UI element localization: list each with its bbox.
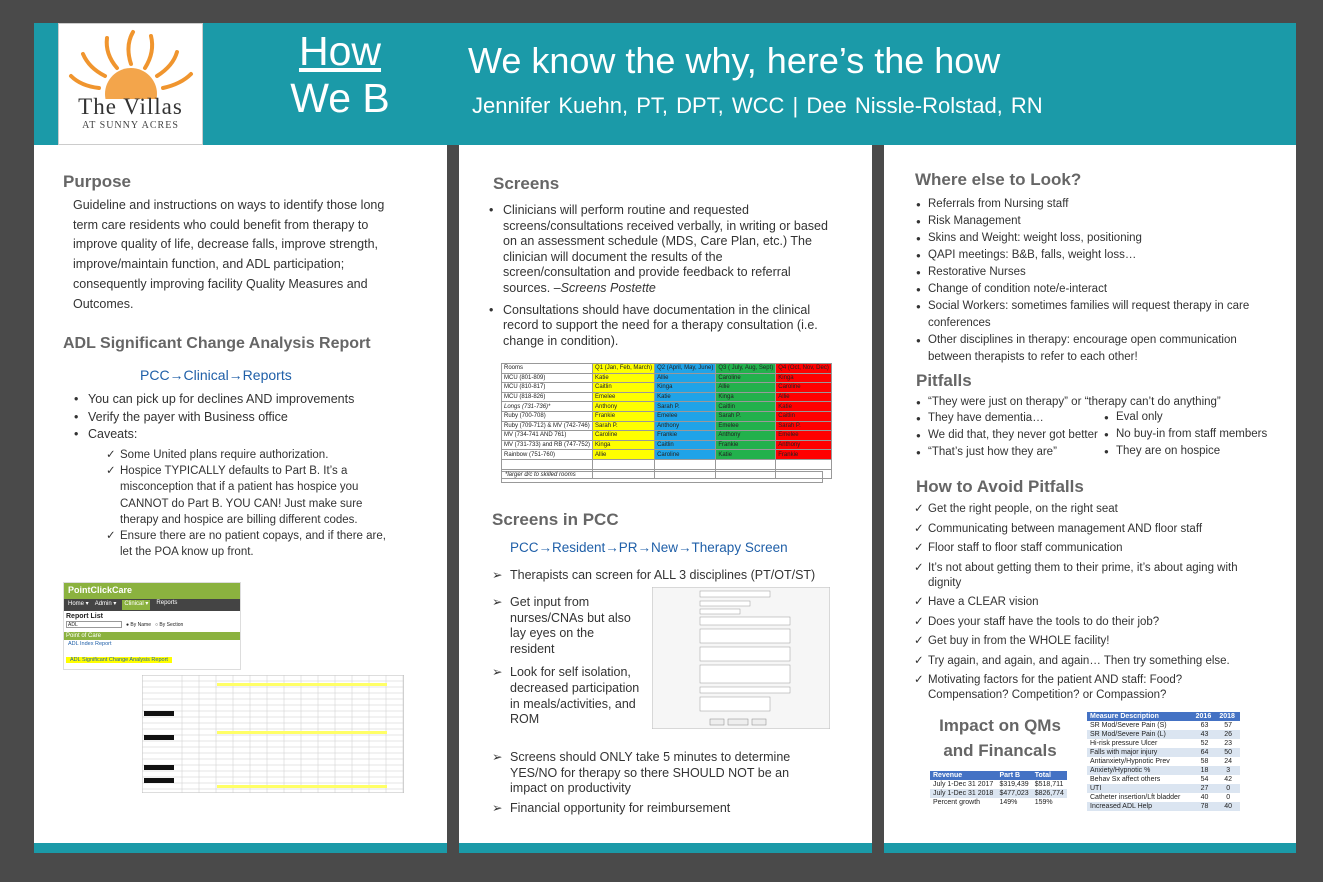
table-cell: Kinga [655, 383, 716, 393]
table-cell: MCU (818-826) [502, 392, 593, 402]
table-cell: Sarah P. [655, 402, 716, 412]
table-cell: MV (731-733) and RB (747-752) [502, 440, 593, 450]
list-item: ✓ Hospice TYPICALLY defaults to Part B. It’s a misconception that if a patient has hospice you CANNOT do Part B. YOU CAN! Just make sure therapy and hospice are billing different codes. [106, 463, 396, 528]
pcc-screenshot [63, 582, 241, 670]
therapy-screen-thumbnail [652, 587, 830, 729]
table-row [502, 402, 832, 412]
list-item: • Caveats: [72, 426, 402, 444]
table-row [1087, 739, 1240, 748]
pcc-arrows [492, 595, 642, 728]
table-header-cell: Rooms [502, 364, 593, 374]
panel-footer-bar [884, 843, 1296, 853]
table-cell: 18 [1193, 766, 1217, 775]
table-cell: Kinga [776, 373, 832, 383]
panel-footer-bar [34, 843, 447, 853]
list-item: ● Eval only [1104, 409, 1284, 426]
table-cell: Allie [716, 383, 776, 393]
table-cell: Falls with major injury [1087, 748, 1193, 757]
impact-heading: Impact on QMs and Financals [939, 716, 1061, 760]
list-item: ● QAPI meetings: B&B, falls, weight loss… [916, 247, 1256, 264]
table-cell: 24 [1224, 758, 1233, 765]
table-cell: Kinga [716, 392, 776, 402]
table-cell [776, 459, 832, 469]
table-cell: Caitlin [776, 411, 832, 421]
table-cell: Anxiety/Hypnotic % [1087, 766, 1193, 775]
where-heading: Where else to Look? [915, 170, 1082, 189]
list-item: ● “They were just on therapy” or “therapy can’t do anything” [916, 394, 1256, 411]
pcc-nav [64, 599, 240, 611]
table-cell: Katie [593, 373, 655, 383]
pcc-nav-item[interactable]: Clinical ▾ [122, 600, 150, 610]
table-cell: Percent growth [933, 799, 981, 806]
list-item: ➢ Financial opportunity for reimbursement [492, 801, 812, 817]
table-row [1087, 784, 1240, 793]
table-row [930, 789, 1067, 798]
table-cell: $477,023 [996, 789, 1031, 798]
list-item: • Verify the payer with Business office [72, 409, 402, 427]
how-we-b-title: How We B [290, 28, 390, 121]
list-item: ✓ Some United plans require authorization. [106, 447, 396, 463]
poster-title: We know the why, here’s the how [468, 40, 1001, 81]
pcc-nav-item[interactable]: Admin ▾ [94, 601, 117, 607]
table-cell: Emelee [655, 411, 716, 421]
table-cell: 27 [1193, 784, 1217, 793]
list-item: ● Risk Management [916, 213, 1256, 230]
avoid-heading: How to Avoid Pitfalls [916, 477, 1084, 496]
table-row [502, 431, 832, 441]
table-cell: 40 [1216, 802, 1240, 811]
table-header-cell: Q2 (April, May, June) [655, 364, 716, 374]
table-cell: 3 [1216, 766, 1240, 775]
list-item: ✓ Get buy in from the WHOLE facility! [914, 634, 1244, 649]
caveat-list [106, 447, 396, 560]
table-cell: 52 [1200, 740, 1209, 747]
table-cell: Katie [716, 450, 776, 460]
adl-path: PCC→Clinical→Reports [140, 367, 292, 383]
list-item: ● Other disciplines in therapy: encourage open communication between therapists to refer to each other! [916, 332, 1256, 366]
table-cell: UTI [1087, 784, 1193, 793]
adl-bullets [72, 391, 402, 444]
table-cell: Sarah P. [776, 421, 832, 431]
table-row [930, 798, 1067, 807]
table-row [1087, 766, 1240, 775]
table-cell: Longs (731-736)* [502, 402, 593, 412]
table-cell: Increased ADL Help [1087, 802, 1193, 811]
pcc-screen-path: PCC→Resident→PR→New→Therapy Screen [510, 540, 788, 555]
table-cell: Frankie [776, 450, 832, 460]
table-header-cell: Revenue [930, 771, 996, 780]
villas-logo [58, 23, 203, 145]
table-cell: Anthony [593, 402, 655, 412]
table-cell: Sarah P. [716, 411, 776, 421]
table-header-cell: Q3 ( July, Aug, Sept) [716, 364, 776, 374]
table-cell: 58 [1200, 758, 1209, 765]
table-cell: Emelee [776, 431, 832, 441]
table-row [502, 373, 832, 383]
pcc-report-link[interactable]: ADL Significant Change Analysis Report [66, 657, 172, 663]
screens-pcc-heading: Screens in PCC [492, 510, 619, 529]
list-item: ● “That’s just how they are” [916, 444, 1106, 461]
table-cell: $826,774 [1032, 789, 1067, 798]
list-item: ➢ Screens should ONLY take 5 minutes to determine YES/NO for therapy so there SHOULD NOT be an impact on productivity [492, 750, 812, 797]
table-cell: Caroline [716, 373, 776, 383]
pitfalls-list [916, 410, 1106, 461]
list-item: ✓ Get the right people, on the right seat [914, 502, 1244, 517]
table-cell: MCU (801-809) [502, 373, 593, 383]
table-cell: 54 [1200, 776, 1209, 783]
table-row [502, 450, 832, 460]
table-cell: MV (734-741 AND 761) [502, 431, 593, 441]
pcc-arrows [492, 568, 837, 584]
authors: Jennifer Kuehn, PT, DPT, WCC | Dee Nissle-Rolstad, RN [472, 93, 1043, 118]
pcc-report-link[interactable]: ADL Index Report [68, 641, 112, 647]
list-item: ● Referrals from Nursing staff [916, 196, 1256, 213]
pcc-search-input[interactable]: ADL [66, 621, 122, 628]
table-cell: $319,439 [999, 781, 1029, 788]
where-list [916, 196, 1256, 366]
table-cell: 50 [1216, 748, 1240, 757]
pcc-radio-by-section[interactable]: ○ By Section [154, 621, 184, 628]
table-cell: 159% [1034, 799, 1053, 806]
table-cell: 64 [1193, 748, 1217, 757]
table-cell: Sarah P. [593, 421, 655, 431]
list-item: ✓ Ensure there are no patient copays, and if there are, let the POA know up front. [106, 528, 396, 560]
table-cell: Kinga [593, 440, 655, 450]
list-item: ➢ Therapists can screen for ALL 3 disciplines (PT/OT/ST) [492, 568, 837, 584]
list-item: ➢ Look for self isolation, decreased participation in meals/activities, and ROM [492, 665, 642, 727]
table-row [1087, 748, 1240, 757]
table-cell: Caitlin [716, 402, 776, 412]
pcc-nav-item[interactable]: Home ▾ [68, 601, 89, 607]
table-cell: Allie [776, 392, 832, 402]
list-item: ✓ Motivating factors for the patient AND staff: Food? Compensation? Competition? or Compassion? [914, 673, 1244, 703]
adl-heading: ADL Significant Change Analysis Report [63, 335, 371, 352]
list-item: ✓ Try again, and again, and again… Then try something else. [914, 654, 1244, 669]
table-cell: Anthony [776, 440, 832, 450]
table-row [502, 459, 832, 469]
table-cell: Caroline [655, 450, 716, 460]
table-cell: Katie [776, 402, 832, 412]
table-cell: Catheter insertion/Lft bladder [1090, 794, 1181, 801]
table-header-cell: Measure Description [1087, 712, 1193, 721]
list-item: ● They have dementia… [916, 410, 1106, 427]
table-row [1087, 793, 1240, 802]
pitfalls-list [1104, 409, 1284, 460]
adl-report-thumbnail [142, 675, 404, 793]
table-cell: 42 [1224, 776, 1233, 783]
table-row [1087, 802, 1240, 811]
table-cell: 40 [1200, 794, 1209, 801]
table-row [502, 421, 832, 431]
table-cell: 63 [1200, 722, 1209, 729]
measures-table [1087, 712, 1240, 811]
table-cell: 0 [1216, 784, 1240, 793]
table-cell: Anthony [655, 421, 716, 431]
list-item: ✓ It’s not about getting them to their prime, it’s about aging with dignity [914, 561, 1244, 591]
table-cell: Emelee [716, 421, 776, 431]
screens-heading: Screens [493, 174, 560, 193]
table-header-cell: 2018 [1216, 712, 1240, 721]
list-item: ● No buy-in from staff members [1104, 426, 1284, 443]
pcc-radio-by-name[interactable]: ● By Name [126, 621, 151, 628]
table-cell: Antianxiety/Hypnotic Prev [1090, 758, 1170, 765]
list-item: • You can pick up for declines AND improvements [72, 391, 402, 409]
table-cell: MCU (810-817) [502, 383, 593, 393]
list-item: ✓ Does your staff have the tools to do their job? [914, 615, 1244, 630]
logo-title: The Villas [78, 94, 183, 119]
table-header-cell: Q4 (Oct, Nov, Dec) [776, 364, 832, 374]
table-cell: Caroline [776, 383, 832, 393]
list-item: ● They are on hospice [1104, 443, 1284, 460]
table-header-cell: Total [1032, 771, 1067, 780]
table-cell: 57 [1224, 722, 1233, 729]
table-cell: Anthony [716, 431, 776, 441]
table-row [1087, 757, 1240, 766]
table-cell: Rainbow (751-760) [502, 450, 593, 460]
pitfalls-heading: Pitfalls [916, 371, 972, 390]
table-cell: SR Mod/Severe Pain (S) [1090, 722, 1167, 729]
table-cell [593, 459, 655, 469]
list-item: ● Social Workers: sometimes families will request therapy in care conferences [916, 298, 1256, 332]
table-cell: Hi-risk pressure Ulcer [1090, 740, 1158, 747]
table-cell: Frankie [716, 440, 776, 450]
table-cell: Allie [655, 373, 716, 383]
table-row [502, 440, 832, 450]
list-item: ➢ Get input from nurses/CNAs but also lay eyes on the resident [492, 595, 642, 657]
pcc-section: Point of Care [64, 632, 240, 640]
pcc-nav-item[interactable]: Reports [156, 600, 178, 606]
table-cell [716, 459, 776, 469]
table-cell: July 1-Dec 31 2018 [930, 789, 996, 798]
table-cell: 23 [1224, 740, 1233, 747]
purpose-heading: Purpose [63, 172, 132, 191]
list-item: ✓ Communicating between management AND floor staff [914, 522, 1244, 537]
table-row [1087, 775, 1240, 784]
table-cell: Emelee [593, 392, 655, 402]
table-row [502, 383, 832, 393]
avoid-list [914, 502, 1244, 708]
list-item: ● We did that, they never got better [916, 427, 1106, 444]
list-item: ● Restorative Nurses [916, 264, 1256, 281]
list-item: ✓ Floor staff to floor staff communication [914, 541, 1244, 556]
table-cell: 43 [1193, 730, 1217, 739]
panel-footer-bar [459, 843, 872, 853]
table-header-cell: Q1 (Jan, Feb, March) [593, 364, 655, 374]
pcc-brand: PointClickCare [64, 583, 240, 599]
table-cell: SR Mod/Severe Pain (L) [1087, 730, 1193, 739]
rooms-table [501, 363, 832, 479]
purpose-text: Guideline and instructions on ways to identify those long term care residents who could benefit from therapy to improve quality of life, decrease falls, improve strength, improve/maintain function, and ADL participation; consequently improving facility Quality Measures and Outcomes. [73, 198, 385, 311]
pcc-arrows [492, 750, 812, 816]
list-item: • Clinicians will perform routine and requested screens/consultations received verbally, in writing or based on an assessment schedule (MDS, Care Plan, etc.) The clinician will document the results of the screen/consultation and provide feedback to referral sources. –Screens Postette [487, 203, 832, 297]
table-header-cell: 2016 [1193, 712, 1217, 721]
table-header-cell: Part B [996, 771, 1031, 780]
table-row [1087, 721, 1240, 730]
logo-subtitle: AT SUNNY ACRES [82, 120, 179, 131]
table-cell: July 1-Dec 31 2017 [933, 781, 994, 788]
table-header-row [502, 364, 832, 374]
list-item: ● Skins and Weight: weight loss, positioning [916, 230, 1256, 247]
table-cell [502, 459, 593, 469]
table-row [930, 780, 1067, 789]
pcc-report-list: Report List [66, 613, 103, 620]
table-row [502, 392, 832, 402]
table-cell: Behav Sx affect others [1090, 776, 1161, 783]
table-cell: Katie [655, 392, 716, 402]
table-cell: Ruby (700-708) [502, 411, 593, 421]
table-cell: Caroline [593, 431, 655, 441]
table-cell: 78 [1193, 802, 1217, 811]
sun-icon [59, 24, 204, 99]
table-cell: Caitlin [655, 440, 716, 450]
table-cell: $518,711 [1034, 781, 1064, 788]
table-cell: 149% [999, 799, 1018, 806]
table-cell: Frankie [593, 411, 655, 421]
table-row [1087, 730, 1240, 739]
table-cell: Frankie [655, 431, 716, 441]
revenue-table [930, 771, 1067, 807]
table-cell: Allie [593, 450, 655, 460]
list-item: • Consultations should have documentation in the clinical record to support the need for a therapy consultation (i.e. change in condition). [487, 303, 832, 350]
table-cell: 0 [1226, 794, 1231, 801]
screens-bullets [487, 203, 832, 349]
table-row [502, 411, 832, 421]
table-cell: 26 [1216, 730, 1240, 739]
table-cell: Ruby (709-712) & MV (742-746) [502, 421, 593, 431]
rooms-footnote: *larger d/c to skilled rooms [501, 471, 823, 483]
list-item: ● Change of condition note/e-interact [916, 281, 1256, 298]
list-item: ✓ Have a CLEAR vision [914, 595, 1244, 610]
table-cell [655, 459, 716, 469]
table-cell: Caitlin [593, 383, 655, 393]
